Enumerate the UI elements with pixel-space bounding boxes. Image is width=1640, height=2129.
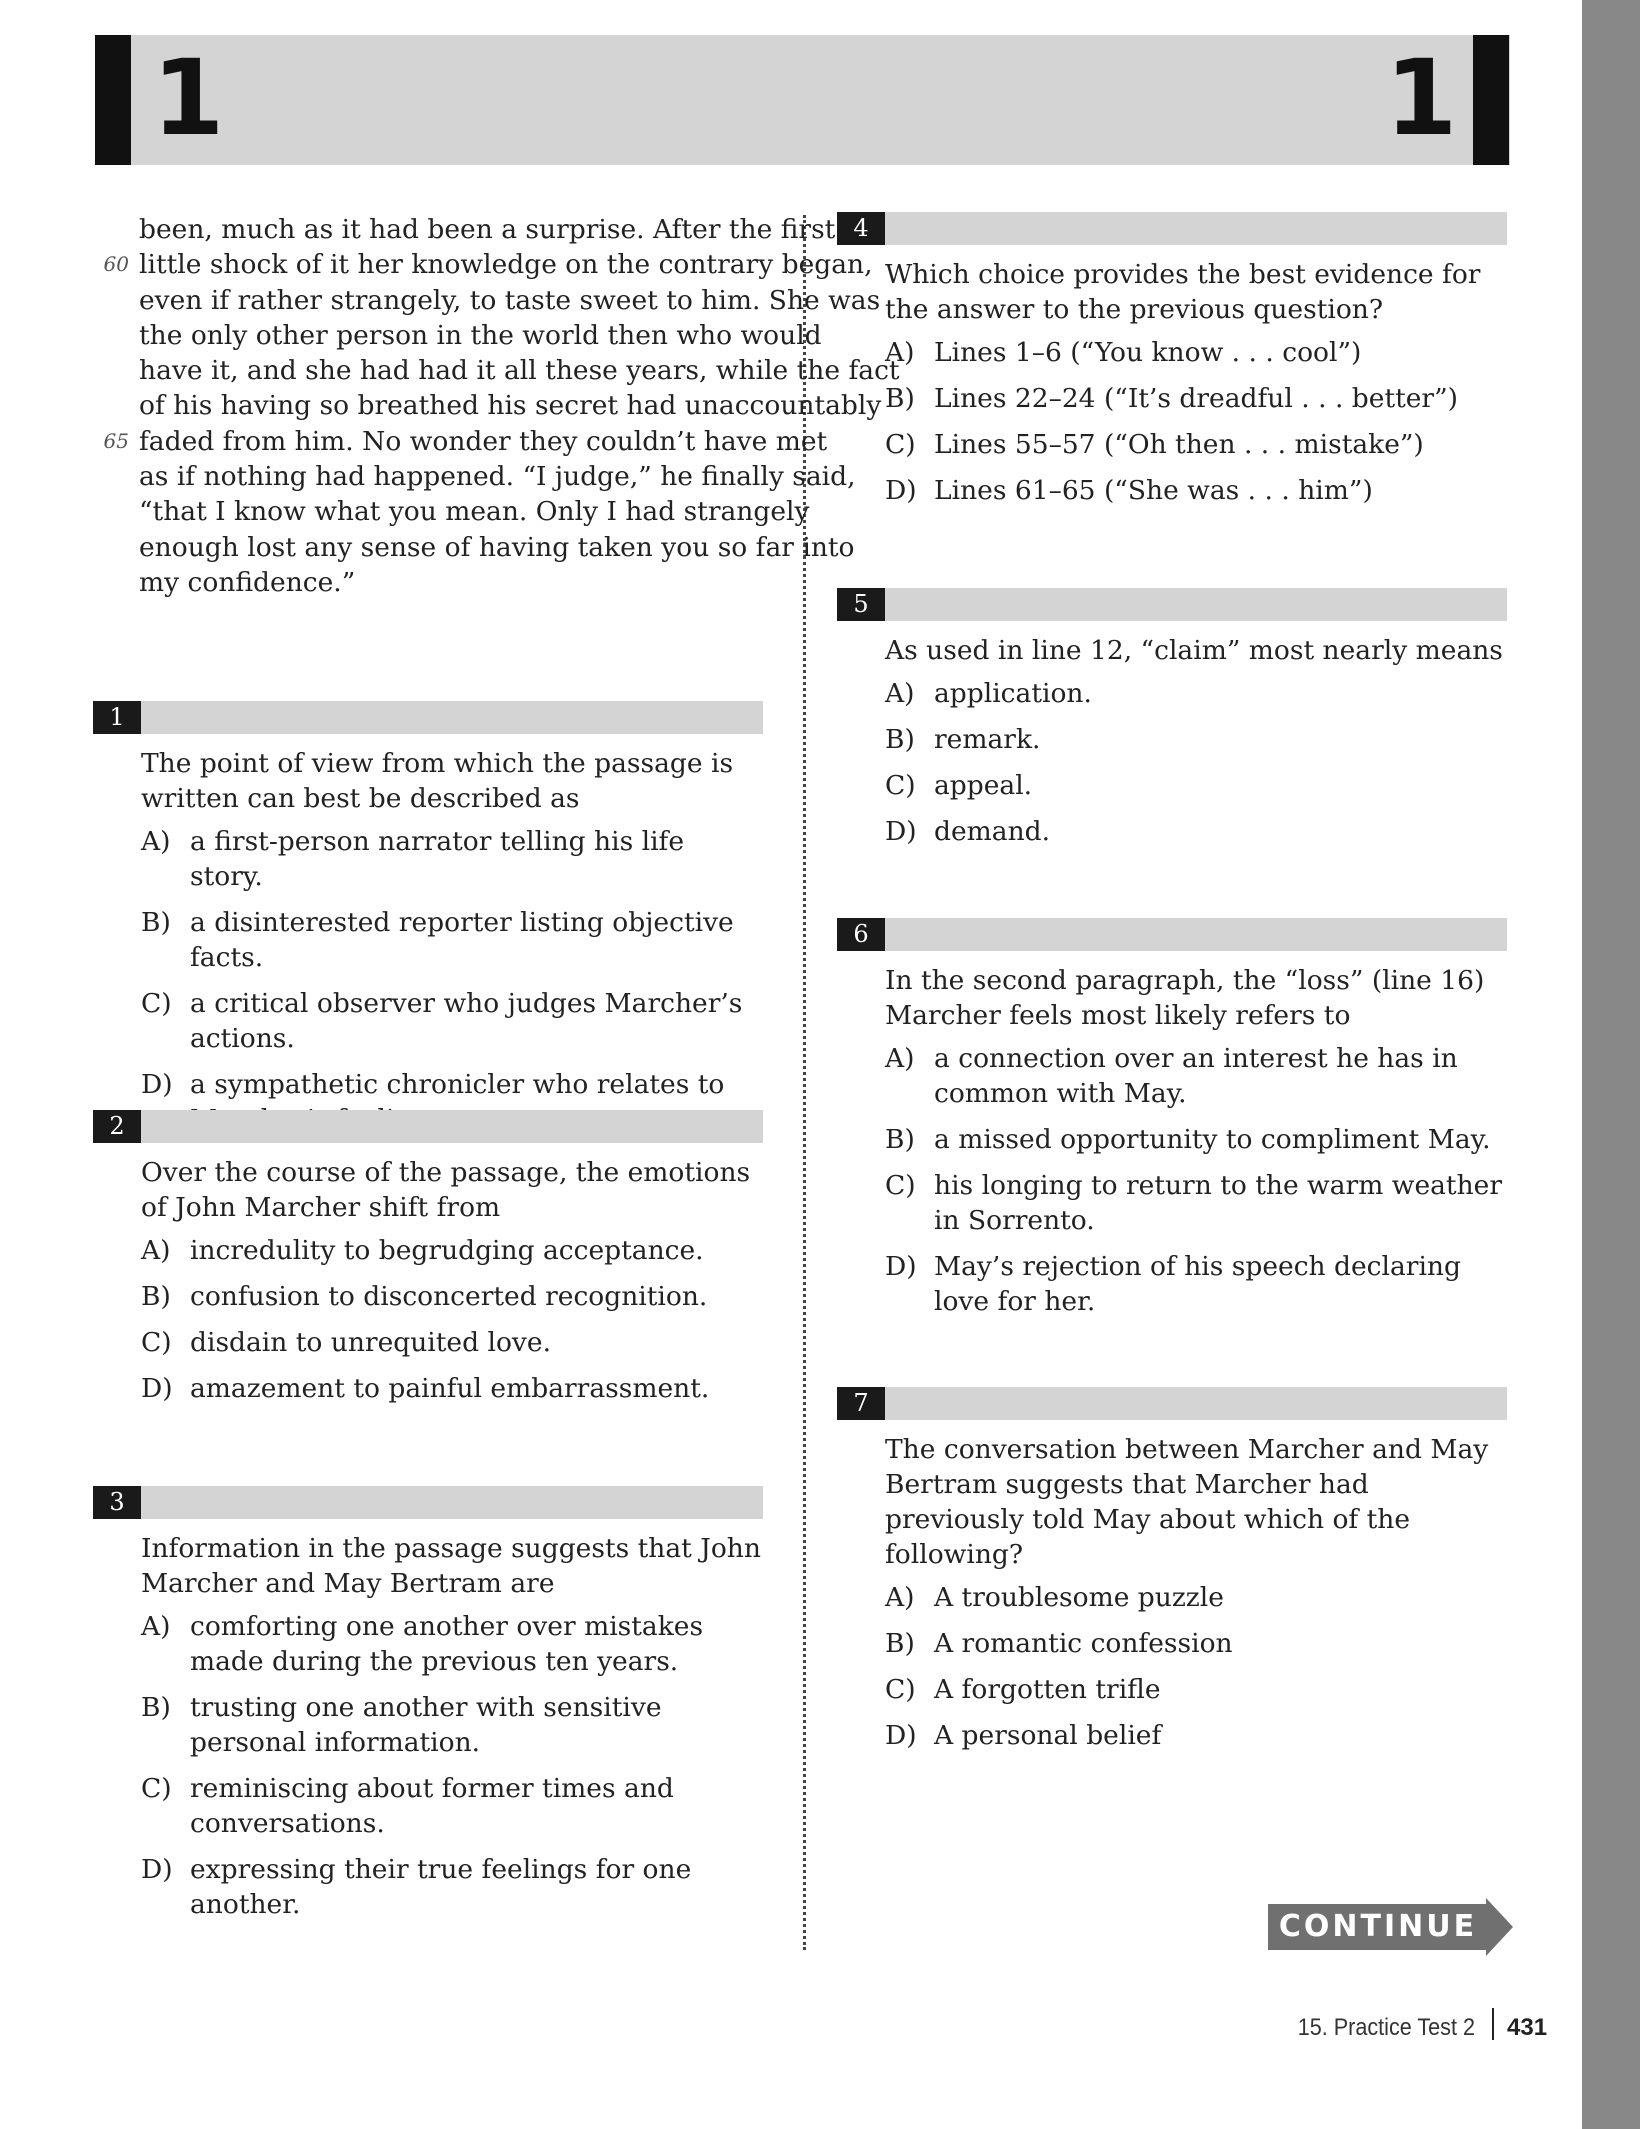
passage-line-text: even if rather strangely, to taste sweet to him. She was [139,284,881,316]
question-3 [93,1486,763,1933]
question-text: Information in the passage suggests that John Marcher and May Bertram are [141,1533,761,1599]
choice-text: trusting one another with sensitive personal information. [190,1692,662,1758]
choice-label: D) [141,1373,173,1404]
choice-label: B) [885,1628,915,1659]
passage-line-text: enough lost any sense of having taken you so far into [139,531,855,563]
answer-choice-d[interactable] [885,1718,1505,1753]
question-5 [837,588,1507,860]
question-number: 6 [837,918,885,951]
passage-line [139,283,881,318]
continue-button[interactable] [1268,1898,1513,1956]
choice-label: C) [885,770,916,801]
answer-choice-b[interactable] [885,1626,1505,1661]
answer-choice-d[interactable] [885,473,1505,508]
answer-choices [885,676,1505,849]
question-bar [837,918,1507,951]
passage [103,212,900,600]
choice-label: D) [885,475,917,506]
choice-text: appeal. [934,770,1033,801]
answer-choice-b[interactable] [885,1122,1505,1157]
choice-label: D) [141,1069,173,1100]
header-bar-right [1473,35,1509,165]
answer-choices [885,1041,1505,1319]
question-number: 5 [837,588,885,621]
choice-label: B) [885,724,915,755]
choice-text: a connection over an interest he has in common with May. [934,1043,1458,1109]
choice-label: C) [885,429,916,460]
section-number-right: 1 [1385,37,1458,159]
passage-line [139,353,900,388]
answer-choice-a[interactable] [885,676,1505,711]
passage-line-text: faded from him. No wonder they couldn’t have met [139,425,828,457]
choice-text: A troublesome puzzle [934,1582,1224,1613]
choice-text: comforting one another over mistakes made during the previous ten years. [190,1611,704,1677]
passage-line [139,494,810,529]
choice-label: A) [885,337,915,368]
choice-label: A) [885,678,915,709]
answer-choice-c[interactable] [141,1325,761,1360]
answer-choice-a[interactable] [885,1580,1505,1615]
choice-label: A) [141,1611,171,1642]
answer-choice-c[interactable] [885,768,1505,803]
question-6 [837,918,1507,1330]
answer-choice-c[interactable] [141,1771,761,1841]
choice-text: incredulity to begrudging acceptance. [190,1235,704,1266]
answer-choice-c[interactable] [885,1168,1505,1238]
passage-line [139,212,836,247]
answer-choice-b[interactable] [885,722,1505,757]
choice-text: May’s rejection of his speech declaring love for her. [934,1251,1461,1317]
footer-page-number: 431 [1507,2014,1548,2041]
question-number: 1 [93,701,141,734]
choice-label: A) [885,1043,915,1074]
passage-line-text: of his having so breathed his secret had unaccountably [139,390,882,422]
question-bar [837,588,1507,621]
choice-text: remark. [934,724,1041,755]
answer-choice-d[interactable] [885,814,1505,849]
question-4 [837,212,1507,519]
question-text: The point of view from which the passage is written can best be described as [141,748,734,814]
answer-choice-d[interactable] [885,1249,1505,1319]
answer-choices [885,335,1505,508]
question-bar [837,212,1507,245]
choice-label: D) [885,1251,917,1282]
answer-choice-c[interactable] [885,427,1505,462]
question-bar [93,701,763,734]
choice-text: application. [934,678,1092,709]
answer-choice-b[interactable] [141,1279,761,1314]
choice-text: Lines 22–24 (“It’s dreadful . . . better”) [934,383,1458,414]
section-header-band [95,35,1510,165]
question-text: In the second paragraph, the “loss” (line 16) Marcher feels most likely refers to [885,965,1485,1031]
choice-text: a missed opportunity to compliment May. [934,1124,1491,1155]
header-bar-left [95,35,131,165]
passage-line-text: have it, and she had had it all these years, while the fact [139,355,900,387]
answer-choice-b[interactable] [141,1690,761,1760]
choice-text: confusion to disconcerted recognition. [190,1281,708,1312]
question-number: 3 [93,1486,141,1519]
line-number: 60 [103,252,129,277]
answer-choice-a[interactable] [885,335,1505,370]
choice-label: C) [885,1674,916,1705]
passage-line [139,459,856,494]
choice-label: D) [141,1854,173,1885]
answer-choice-d[interactable] [141,1852,761,1922]
choice-text: disdain to unrequited love. [190,1327,552,1358]
question-text: As used in line 12, “claim” most nearly means [885,635,1503,666]
choice-label: B) [885,383,915,414]
choice-label: C) [885,1170,916,1201]
passage-line [103,424,828,459]
answer-choice-a[interactable] [141,824,761,894]
choice-text: reminiscing about former times and conversations. [190,1773,674,1839]
choice-text: A personal belief [934,1720,1162,1751]
answer-choice-c[interactable] [885,1672,1505,1707]
answer-choices [141,1233,761,1406]
answer-choice-d[interactable] [141,1371,761,1406]
question-bar [93,1486,763,1519]
choice-label: D) [885,816,917,847]
answer-choice-c[interactable] [141,986,761,1056]
passage-line-text: little shock of it her knowledge on the contrary began, [139,249,873,281]
answer-choices [141,824,761,1137]
passage-line-text: my confidence.” [139,566,356,598]
passage-line-text: as if nothing had happened. “I judge,” he finally said, [139,461,856,493]
choice-label: B) [141,1692,171,1723]
choice-text: A forgotten trifle [934,1674,1161,1705]
passage-line [103,247,873,282]
question-bar [93,1110,763,1143]
choice-label: C) [141,988,172,1019]
passage-line [139,565,779,600]
passage-line [139,388,882,423]
page-edge-strip [1582,0,1640,2129]
choice-label: B) [141,1281,171,1312]
answer-choice-b[interactable] [141,905,761,975]
passage-line-text: “that I know what you mean. Only I had strangely [139,496,810,528]
passage-line-text: the only other person in the world then who would [139,319,822,351]
answer-choice-a[interactable] [885,1041,1505,1111]
question-2 [93,1110,763,1417]
question-text: Which choice provides the best evidence for the answer to the previous question? [885,259,1481,325]
choice-text: his longing to return to the warm weather in Sorrento. [934,1170,1502,1236]
continue-label: CONTINUE [1278,1909,1478,1944]
choice-label: D) [885,1720,917,1751]
passage-line-text: been, much as it had been a surprise. After the first [139,214,836,245]
choice-text: a sympathetic chronicler who relates to [190,1069,725,1100]
question-7 [837,1387,1507,1764]
answer-choices [885,1580,1505,1753]
passage-line [139,530,855,565]
choice-text: Lines 55–57 (“Oh then . . . mistake”) [934,429,1424,460]
choice-text: Lines 61–65 (“She was . . . him”) [934,475,1373,506]
choice-text: a first-person narrator telling his life story. [190,826,685,892]
choice-label: B) [141,907,171,938]
question-number: 4 [837,212,885,245]
footer-chapter-label: 15. Practice Test 2 [1297,2014,1475,2041]
line-number: 65 [103,428,129,453]
choice-text: demand. [934,816,1051,847]
question-number: 7 [837,1387,885,1420]
question-text: Over the course of the passage, the emotions of John Marcher shift from [141,1157,751,1223]
question-text: The conversation between Marcher and May Bertram suggests that Marcher had previously told May about which of the following? [885,1434,1489,1570]
choice-text: a disinterested reporter listing objective facts. [190,907,734,973]
answer-choices [141,1609,761,1922]
passage-line [139,318,822,353]
choice-label: C) [141,1773,172,1804]
choice-text: a critical observer who judges Marcher’s actions. [190,988,743,1054]
answer-choice-a[interactable] [141,1233,761,1268]
question-1 [93,701,763,1148]
choice-label: A) [141,1235,171,1266]
question-bar [837,1387,1507,1420]
choice-text: amazement to painful embarrassment. [190,1373,710,1404]
choice-text: Lines 1–6 (“You know . . . cool”) [934,337,1362,368]
answer-choice-a[interactable] [141,1609,761,1679]
question-number: 2 [93,1110,141,1143]
answer-choice-b[interactable] [885,381,1505,416]
choice-label: B) [885,1124,915,1155]
footer-separator [1492,2008,1494,2040]
choice-label: C) [141,1327,172,1358]
choice-label: A) [141,826,171,857]
choice-text: expressing their true feelings for one another. [190,1854,692,1920]
choice-label: A) [885,1582,915,1613]
section-number-left: 1 [152,37,225,159]
choice-text: A romantic confession [934,1628,1233,1659]
